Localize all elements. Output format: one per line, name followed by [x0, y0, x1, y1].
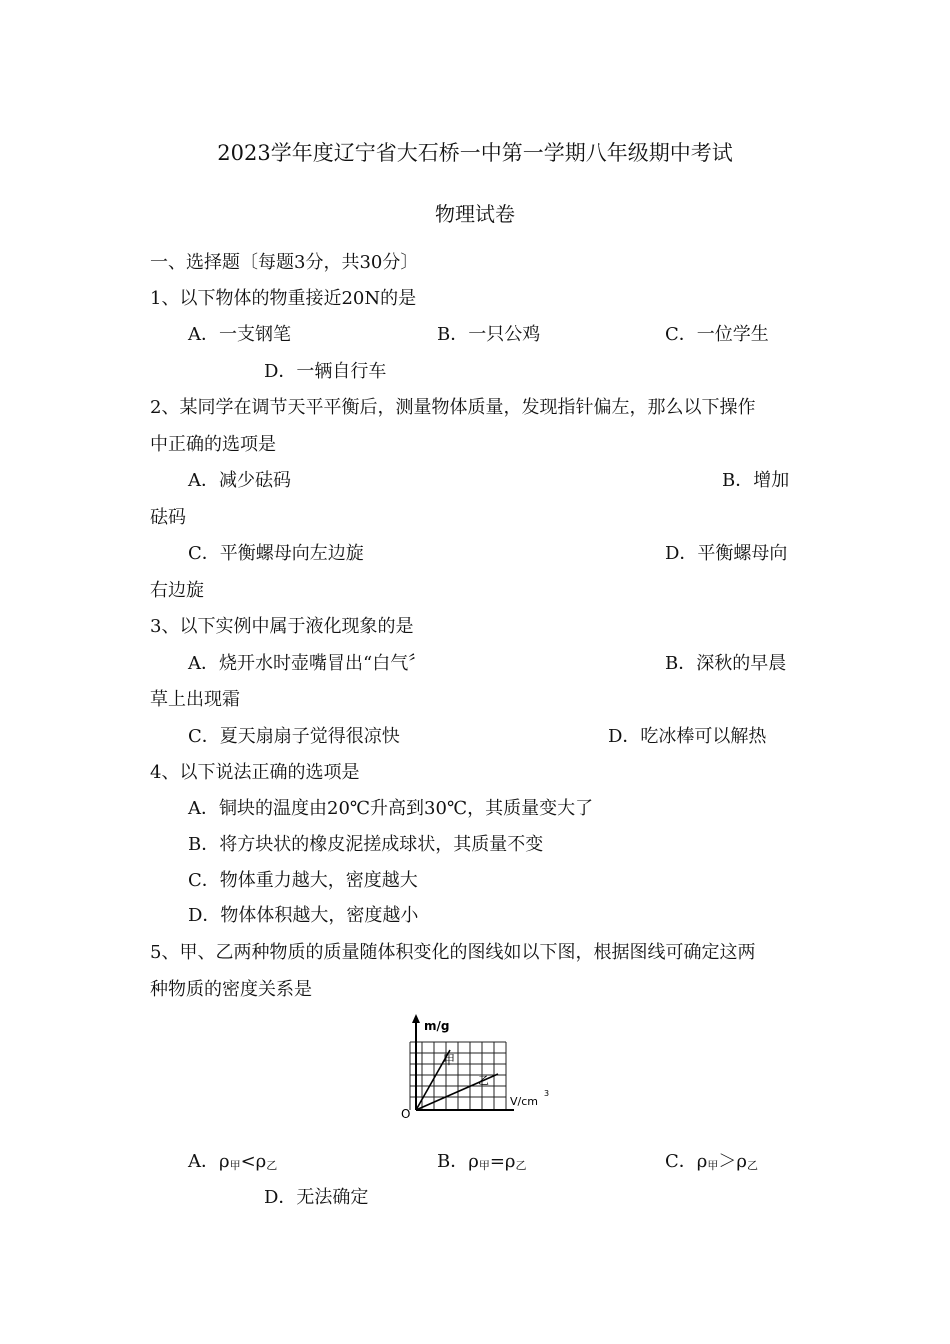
q2-stem-line1: 2、某同学在调节天平平衡后，测量物体质量，发现指针偏左，那么以下操作 — [150, 397, 756, 418]
q5-option-a — [188, 1151, 277, 1177]
q3-stem: 3、以下实例中属于液化现象的是 — [150, 616, 414, 637]
mass-volume-graph — [398, 1012, 558, 1124]
line-yi-label: 乙 — [478, 1074, 489, 1087]
x-axis-label-superscript: 3 — [544, 1089, 550, 1098]
q4-option-d: D．物体体积越大，密度越小 — [188, 905, 419, 926]
q4-option-c: C．物体重力越大，密度越大 — [188, 870, 418, 891]
q5-option-a-sub1: 甲 — [229, 1159, 241, 1172]
q2-option-b-continued: 砝码 — [150, 507, 186, 528]
document-title: 2023学年度辽宁省大石桥一中第一学期八年级期中考试 — [217, 141, 733, 165]
q1-option-c: C．一位学生 — [665, 324, 769, 345]
q5-option-b-mid: =ρ — [489, 1151, 516, 1172]
q3-option-d: D．吃冰棒可以解热 — [608, 726, 767, 747]
q5-stem-line1: 5、甲、乙两种物质的质量随体积变化的图线如以下图，根据图线可确定这两 — [150, 942, 756, 963]
q1-option-a: A．一支钢笔 — [188, 324, 291, 345]
q2-option-c: C．平衡螺母向左边旋 — [188, 543, 364, 564]
q5-option-a-sub2: 乙 — [266, 1159, 278, 1172]
q2-option-b: B．增加 — [722, 470, 790, 491]
q5-option-c — [665, 1151, 758, 1177]
q3-option-b-continued: 草上出现霜 — [150, 689, 240, 710]
x-axis-label: V/cm — [510, 1095, 538, 1108]
q5-option-c-sub2: 乙 — [746, 1159, 758, 1172]
document-subtitle: 物理试卷 — [435, 202, 515, 226]
q5-option-b-sub2: 乙 — [515, 1159, 527, 1172]
q5-option-b-prefix: B．ρ — [437, 1151, 479, 1172]
y-axis-label: m/g — [424, 1019, 450, 1033]
line-jia-label: 甲 — [443, 1053, 456, 1067]
q5-stem-line2: 种物质的密度关系是 — [150, 979, 312, 1000]
q3-option-b: B．深秋的早晨 — [665, 653, 787, 674]
q4-option-b: B．将方块状的橡皮泥搓成球状，其质量不变 — [188, 834, 544, 855]
q4-stem: 4、以下说法正确的选项是 — [150, 762, 360, 783]
q5-option-c-mid: ＞ρ — [718, 1151, 747, 1172]
q3-option-a: A．烧开水时壶嘴冒出“白气〞 — [188, 653, 427, 674]
q2-option-d-continued: 右边旋 — [150, 580, 204, 601]
q1-option-b: B．一只公鸡 — [437, 324, 541, 345]
q5-option-c-sub1: 甲 — [707, 1159, 719, 1172]
section-heading: 一、选择题〔每题3分，共30分〕 — [150, 252, 419, 273]
q5-option-a-prefix: A．ρ — [188, 1151, 230, 1172]
q5-option-b — [437, 1151, 526, 1177]
q2-stem-line2: 中正确的选项是 — [150, 434, 276, 455]
q5-option-d: D．无法确定 — [264, 1187, 369, 1208]
q5-option-b-sub1: 甲 — [478, 1159, 490, 1172]
q5-option-a-mid: <ρ — [240, 1151, 267, 1172]
q4-option-a: A．铜块的温度由20℃升高到30℃，其质量变大了 — [188, 798, 594, 819]
y-axis-arrow-icon — [412, 1014, 420, 1023]
q2-option-a: A．减少砝码 — [188, 470, 291, 491]
q1-option-d: D．一辆自行车 — [264, 361, 387, 382]
q5-option-c-prefix: C．ρ — [665, 1151, 708, 1172]
q1-stem: 1、以下物体的物重接近20N的是 — [150, 288, 417, 309]
q3-option-c: C．夏天扇扇子觉得很凉快 — [188, 726, 400, 747]
origin-label: O — [401, 1107, 411, 1121]
q2-option-d: D．平衡螺母向 — [665, 543, 788, 564]
